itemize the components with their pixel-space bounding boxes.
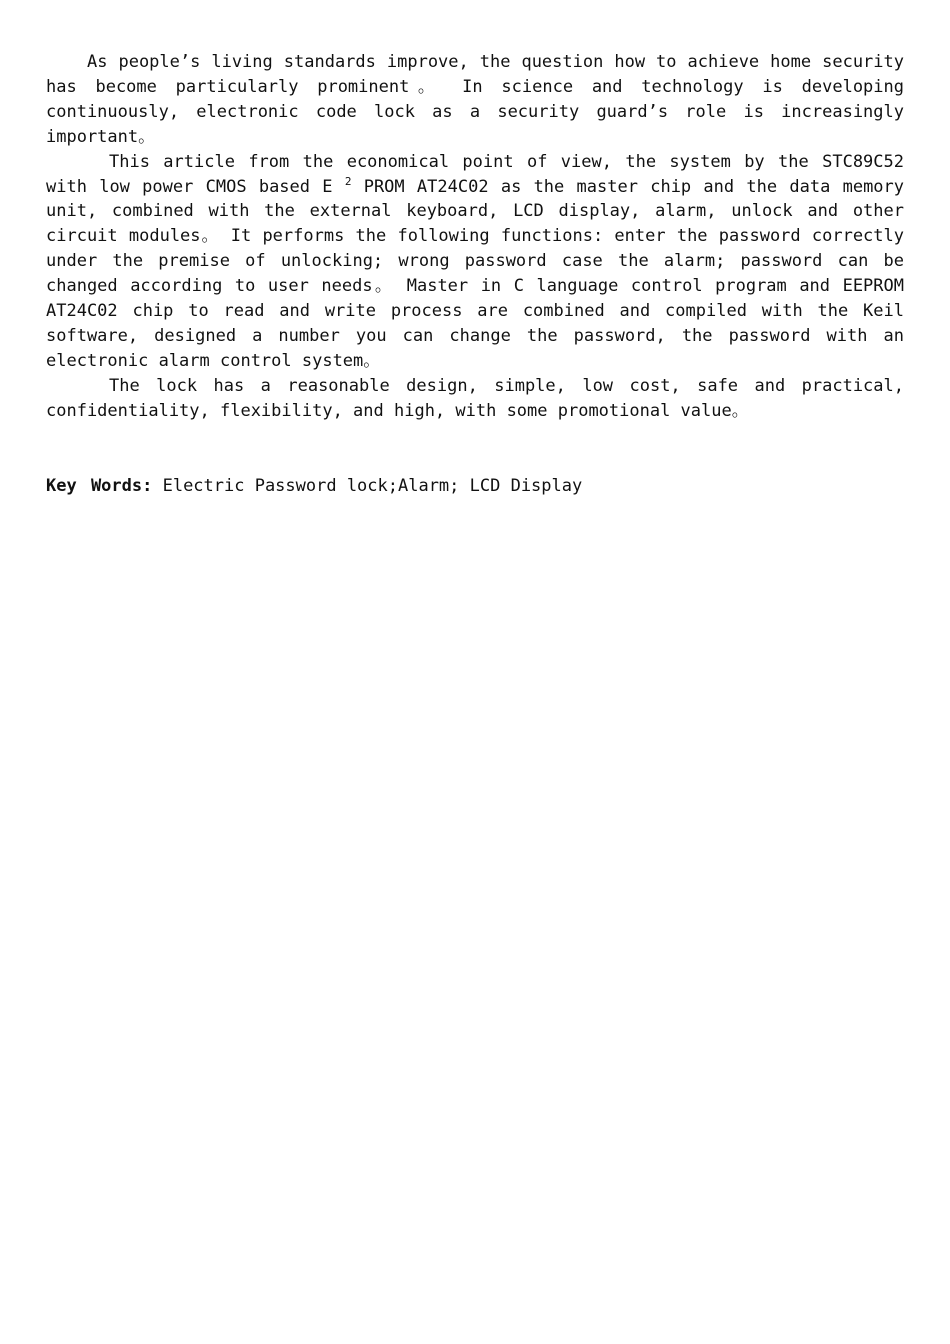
abstract-section <box>46 50 905 496</box>
keywords-label: Key Words: <box>46 476 153 496</box>
abstract-paragraph-2-text-b: PROM AT24C02 as the master chip and the data memory unit, combined with the external keyboard, LCD display, alarm, unlock and other circuit modules。 It performs the following functions: enter the password correctly under the premise of unlocking; wrong password case the alarm; password can be changed according to user needs。 Master in C language control program and EEPROM AT24C02 chip to read and write process are combined and compiled with the Keil software, designed a number you can change the password, the password with an electronic alarm control system。 <box>46 176 905 371</box>
abstract-paragraph-3-text: The lock has a reasonable design, simple, low cost, safe and practical, confidentiality, flexibility, and high, with some promotional value。 <box>46 375 904 421</box>
abstract-paragraph-2-text-a: This article from the economical point of view, the system by the STC89C52 with low power CMOS based E <box>46 151 904 197</box>
keywords-line <box>46 474 582 498</box>
superscript-two: 2 <box>344 174 352 188</box>
abstract-paragraph-2 <box>46 150 904 374</box>
abstract-paragraph-1-text: As people’s living standards improve, the question how to achieve home security has become particularly prominent。 In science and technology is developing continuously, electronic code lock as a security guard’s role is increasingly important。 <box>46 52 904 147</box>
keywords-value: Electric Password lock;Alarm; LCD Display <box>152 476 583 496</box>
abstract-paragraph-1 <box>46 50 904 150</box>
abstract-paragraph-3 <box>46 374 904 424</box>
